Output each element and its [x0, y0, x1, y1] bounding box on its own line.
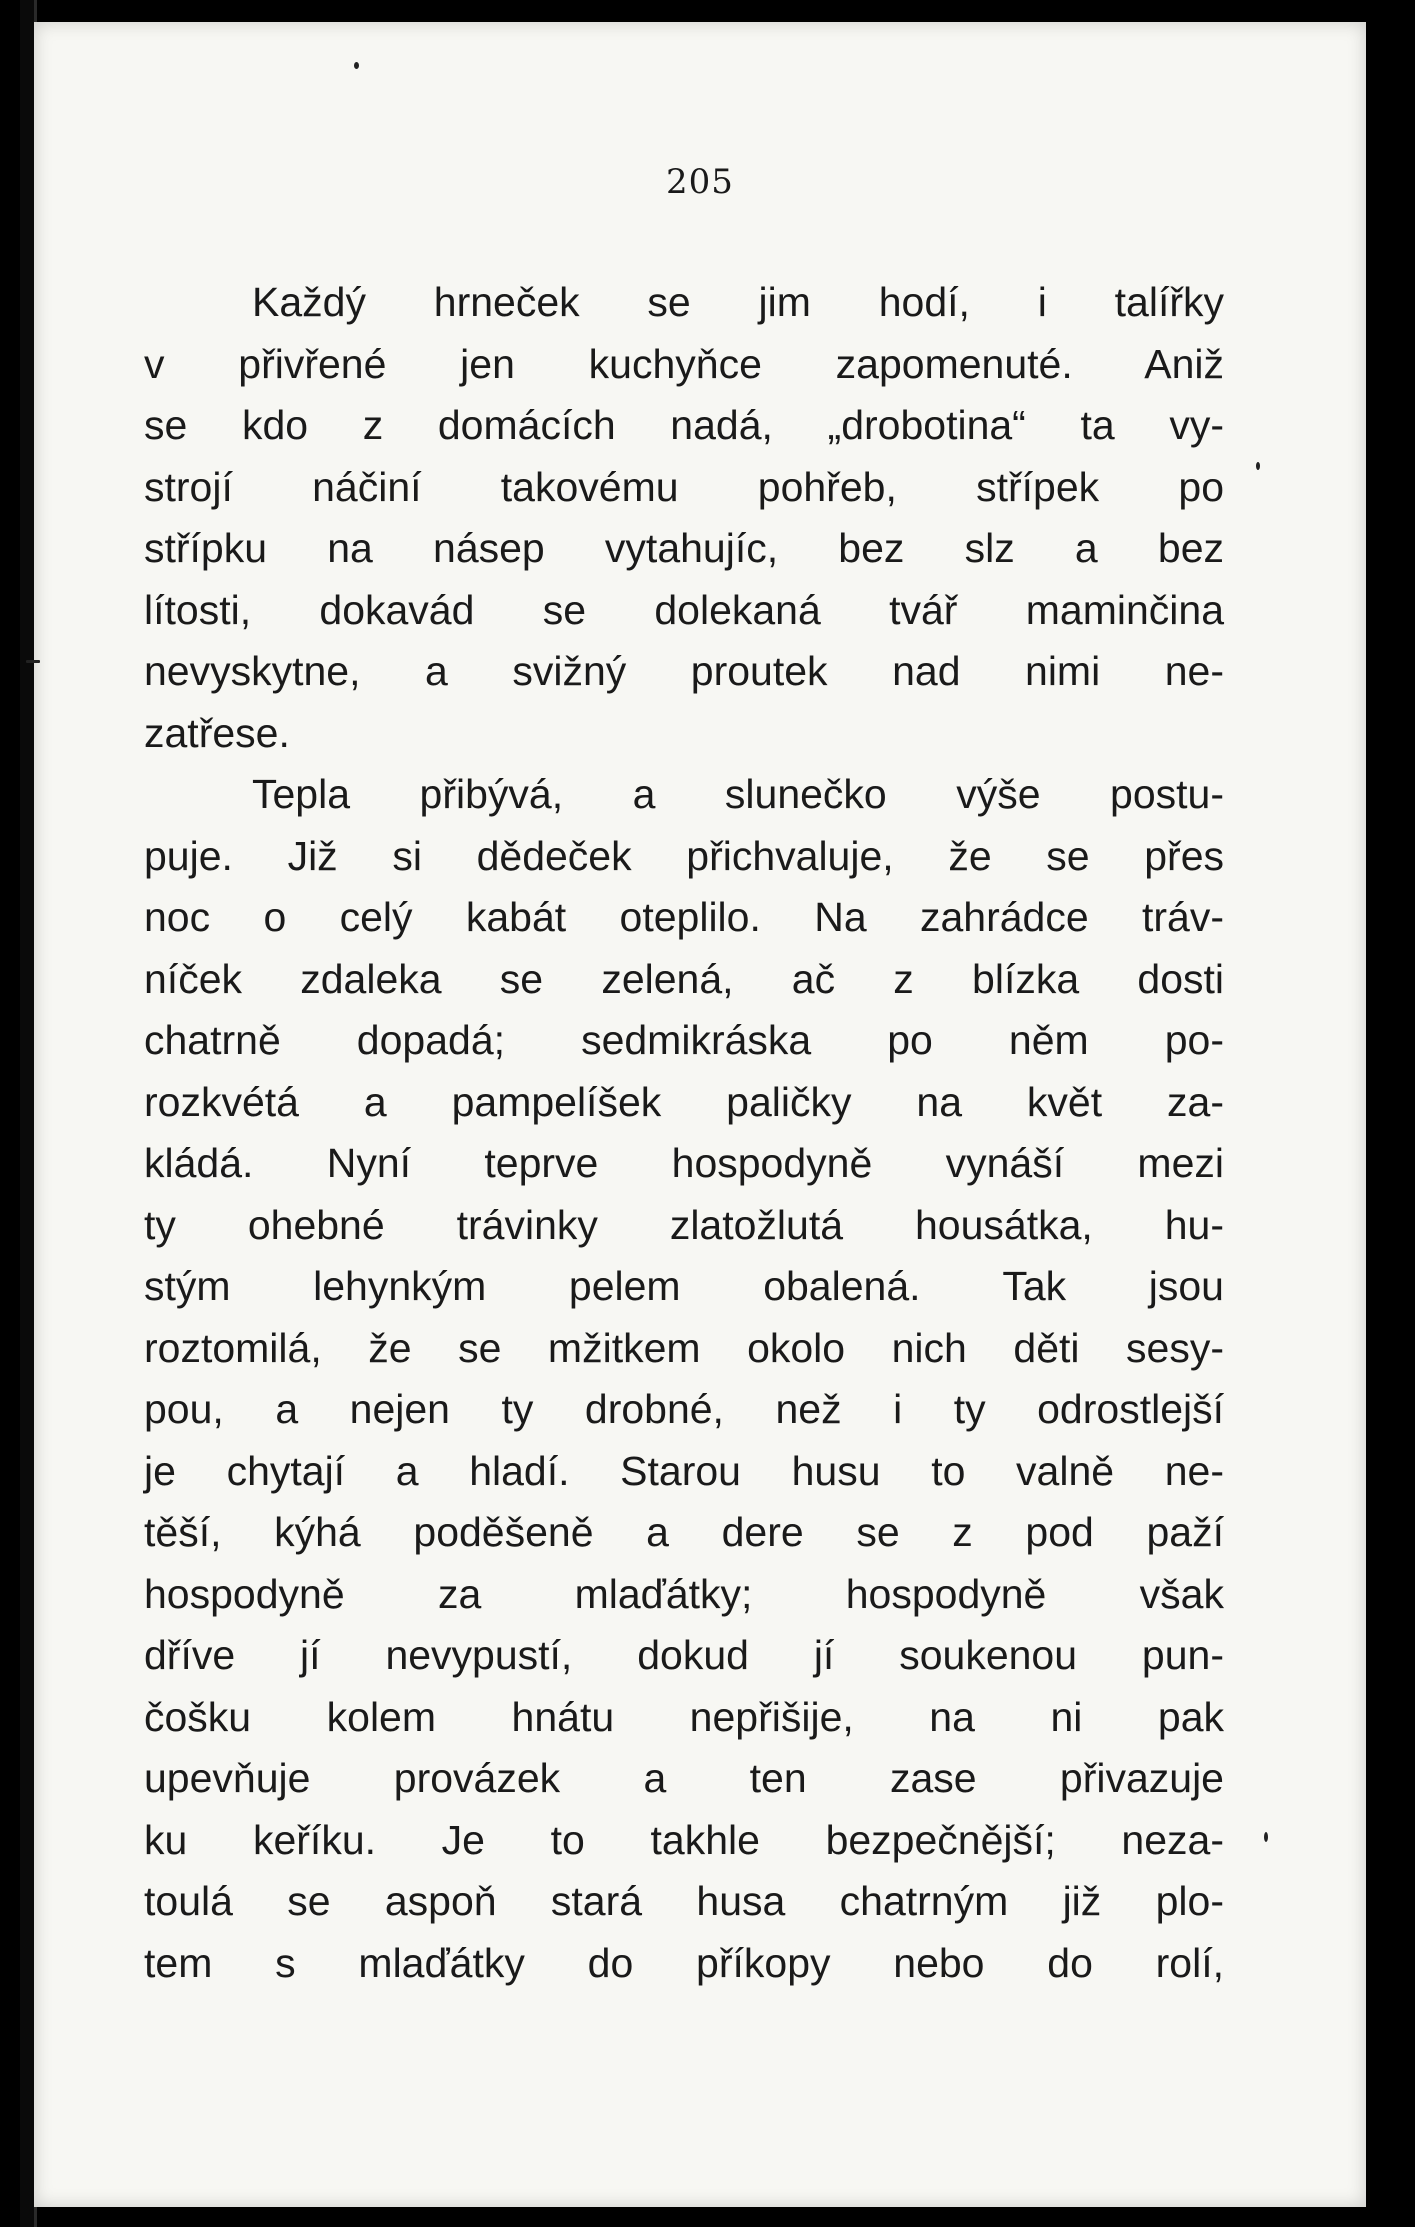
text-line: tem s mlaďátky do příkopy nebo do rolí,: [144, 1939, 1224, 1986]
text-line: zatřese.: [144, 709, 290, 756]
text-line: ku keříku. Je to takhle bezpečnější; neza-: [144, 1816, 1224, 1863]
page-number: 205: [666, 162, 734, 202]
print-speck: [354, 62, 359, 69]
text-line: dříve jí nevypustí, dokud jí soukenou pun-: [144, 1632, 1224, 1678]
text-line: noc o celý kabát oteplilo. Na zahrádce tráv-: [144, 894, 1224, 940]
text-line: hospodyně za mlaďátky; hospodyně však: [144, 1570, 1224, 1617]
print-speck: [26, 660, 40, 663]
text-line: níček zdaleka se zelená, ač z blízka dosti: [144, 955, 1224, 1002]
book-page: [34, 22, 1366, 2207]
text-line: pou, a nejen ty drobné, než i ty odrostlejší: [144, 1386, 1224, 1432]
text-line: nevyskytne, a svižný proutek nad nimi ne-: [144, 648, 1224, 694]
text-line: puje. Již si dědeček přichvaluje, že se přes: [144, 832, 1224, 879]
text-line: ty ohebné trávinky zlatožlutá housátka, hu-: [144, 1201, 1224, 1248]
text-line: Tepla přibývá, a slunečko výše postu-: [252, 771, 1224, 817]
text-line: toulá se aspoň stará husa chatrným již plo-: [144, 1878, 1224, 1924]
text-line: těší, kýhá poděšeně a dere se z pod paží: [144, 1509, 1224, 1555]
print-speck: [1256, 462, 1260, 470]
text-line: čošku kolem hnátu nepřišije, na ni pak: [144, 1693, 1224, 1740]
text-line: lítosti, dokavád se dolekaná tvář maminčina: [144, 586, 1224, 633]
body-text: [144, 272, 1224, 1994]
text-line: chatrně dopadá; sedmikráska po něm po-: [144, 1017, 1224, 1063]
text-line: kládá. Nyní teprve hospodyně vynáší mezi: [144, 1140, 1224, 1186]
text-line: roztomilá, že se mžitkem okolo nich děti sesy-: [144, 1324, 1224, 1371]
text-line: se kdo z domácích nadá, „drobotina“ ta vy-: [144, 402, 1224, 448]
text-line: rozkvétá a pampelíšek paličky na květ za-: [144, 1078, 1224, 1125]
text-line: střípku na násep vytahujíc, bez slz a bez: [144, 525, 1224, 571]
text-line: v přivřené jen kuchyňce zapomenuté. Aniž: [144, 340, 1224, 387]
text-line: je chytají a hladí. Starou husu to valně ne-: [144, 1447, 1224, 1494]
text-line: Každý hrneček se jim hodí, i talířky: [252, 279, 1224, 325]
text-line: stým lehynkým pelem obalená. Tak jsou: [144, 1263, 1224, 1309]
text-line: upevňuje provázek a ten zase přivazuje: [144, 1755, 1224, 1801]
print-speck: [1264, 1832, 1268, 1842]
text-line: strojí náčiní takovému pohřeb, střípek po: [144, 463, 1224, 510]
